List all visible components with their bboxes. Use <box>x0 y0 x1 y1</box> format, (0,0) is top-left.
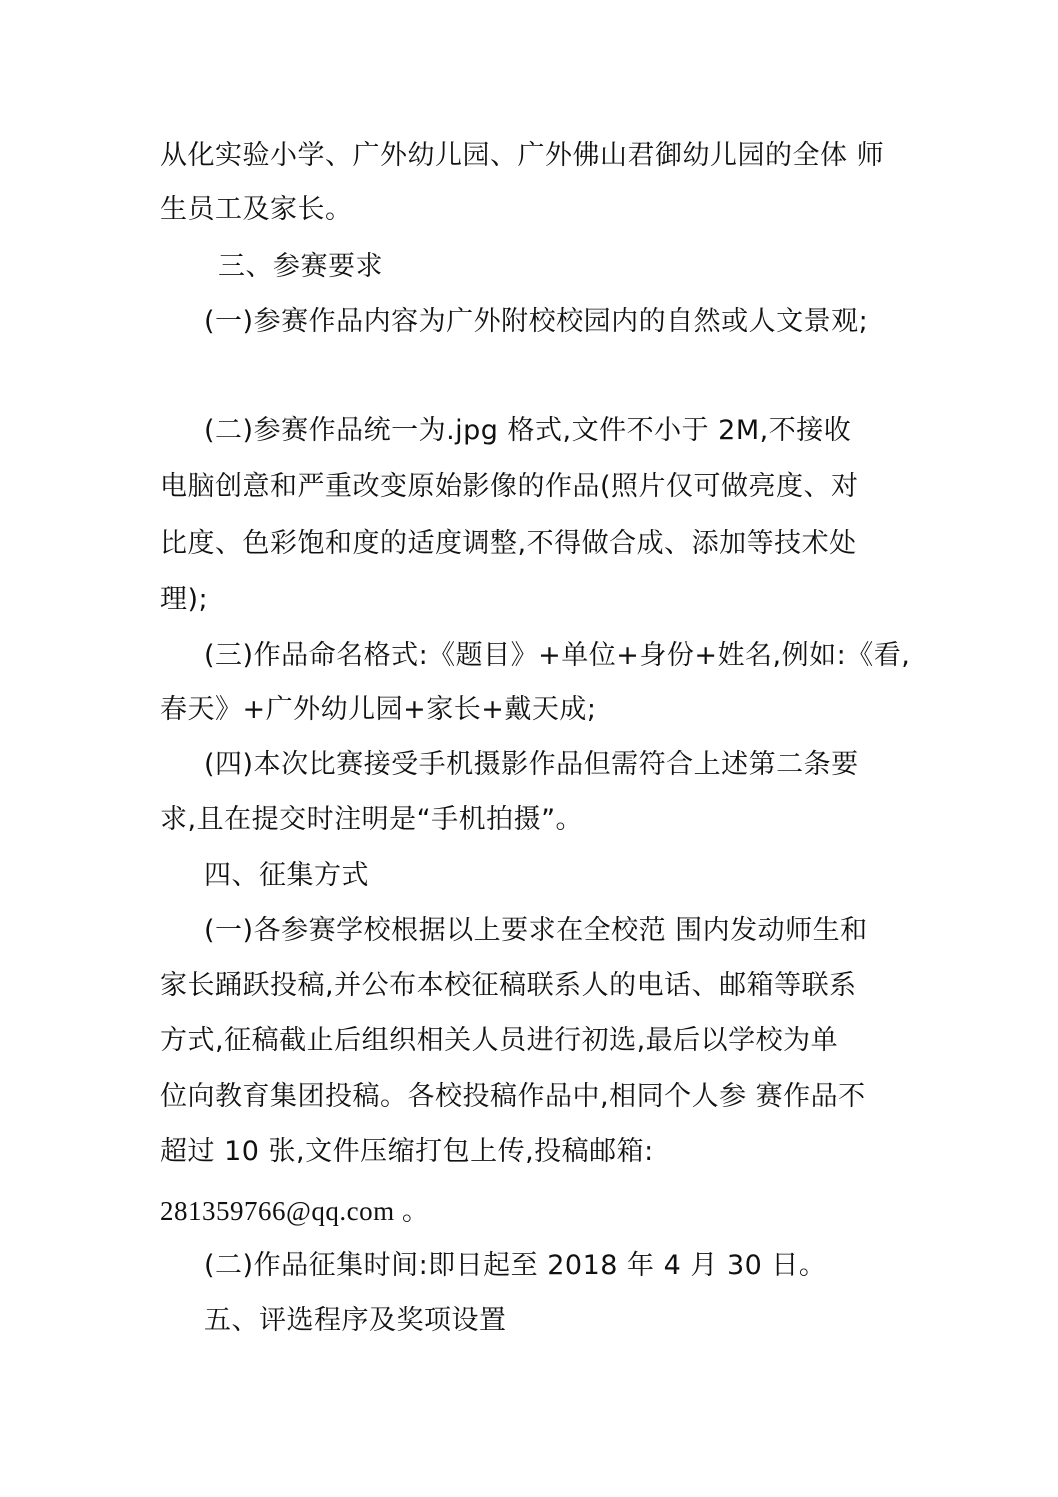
paragraph-line: 生员工及家长。 <box>160 194 353 225</box>
paragraph-line: 方式,征稿截止后组织相关人员进行初选,最后以学校为单 <box>160 1025 839 1056</box>
paragraph-line: 超过 10 张,文件压缩打包上传,投稿邮箱: <box>160 1136 654 1167</box>
submission-email: 281359766@qq.com 。 <box>160 1196 430 1226</box>
paragraph-line: 位向教育集团投稿。各校投稿作品中,相同个人参 赛作品不 <box>160 1081 866 1112</box>
paragraph-line: 比度、色彩饱和度的适度调整,不得做合成、添加等技术处 <box>160 528 857 559</box>
requirement-2: (二)参赛作品统一为.jpg 格式,文件不小于 2M,不接收 <box>204 415 852 446</box>
paragraph-line: 家长踊跃投稿,并公布本校征稿联系人的电话、邮箱等联系 <box>160 970 857 1001</box>
collection-item-2: (二)作品征集时间:即日起至 2018 年 4 月 30 日。 <box>204 1250 827 1281</box>
requirement-3: (三)作品命名格式:《题目》+单位+身份+姓名,例如:《看, <box>204 640 911 671</box>
paragraph-line: 理); <box>160 584 209 615</box>
paragraph-line: 电脑创意和严重改变原始影像的作品(照片仅可做亮度、对 <box>160 471 859 502</box>
section-heading-3: 三、参赛要求 <box>218 251 383 282</box>
paragraph-line: 求,且在提交时注明是“手机拍摄”。 <box>160 804 584 835</box>
section-heading-5: 五、评选程序及奖项设置 <box>204 1305 507 1336</box>
requirement-4: (四)本次比赛接受手机摄影作品但需符合上述第二条要 <box>204 749 859 780</box>
requirement-1: (一)参赛作品内容为广外附校校园内的自然或人文景观; <box>204 306 869 337</box>
paragraph-line: 从化实验小学、广外幼儿园、广外佛山君御幼儿园的全体 师 <box>160 140 885 171</box>
section-heading-4: 四、征集方式 <box>204 860 369 891</box>
collection-item-1: (一)各参赛学校根据以上要求在全校范 围内发动师生和 <box>204 915 868 946</box>
paragraph-line: 春天》+广外幼儿园+家长+戴天成; <box>160 694 597 725</box>
